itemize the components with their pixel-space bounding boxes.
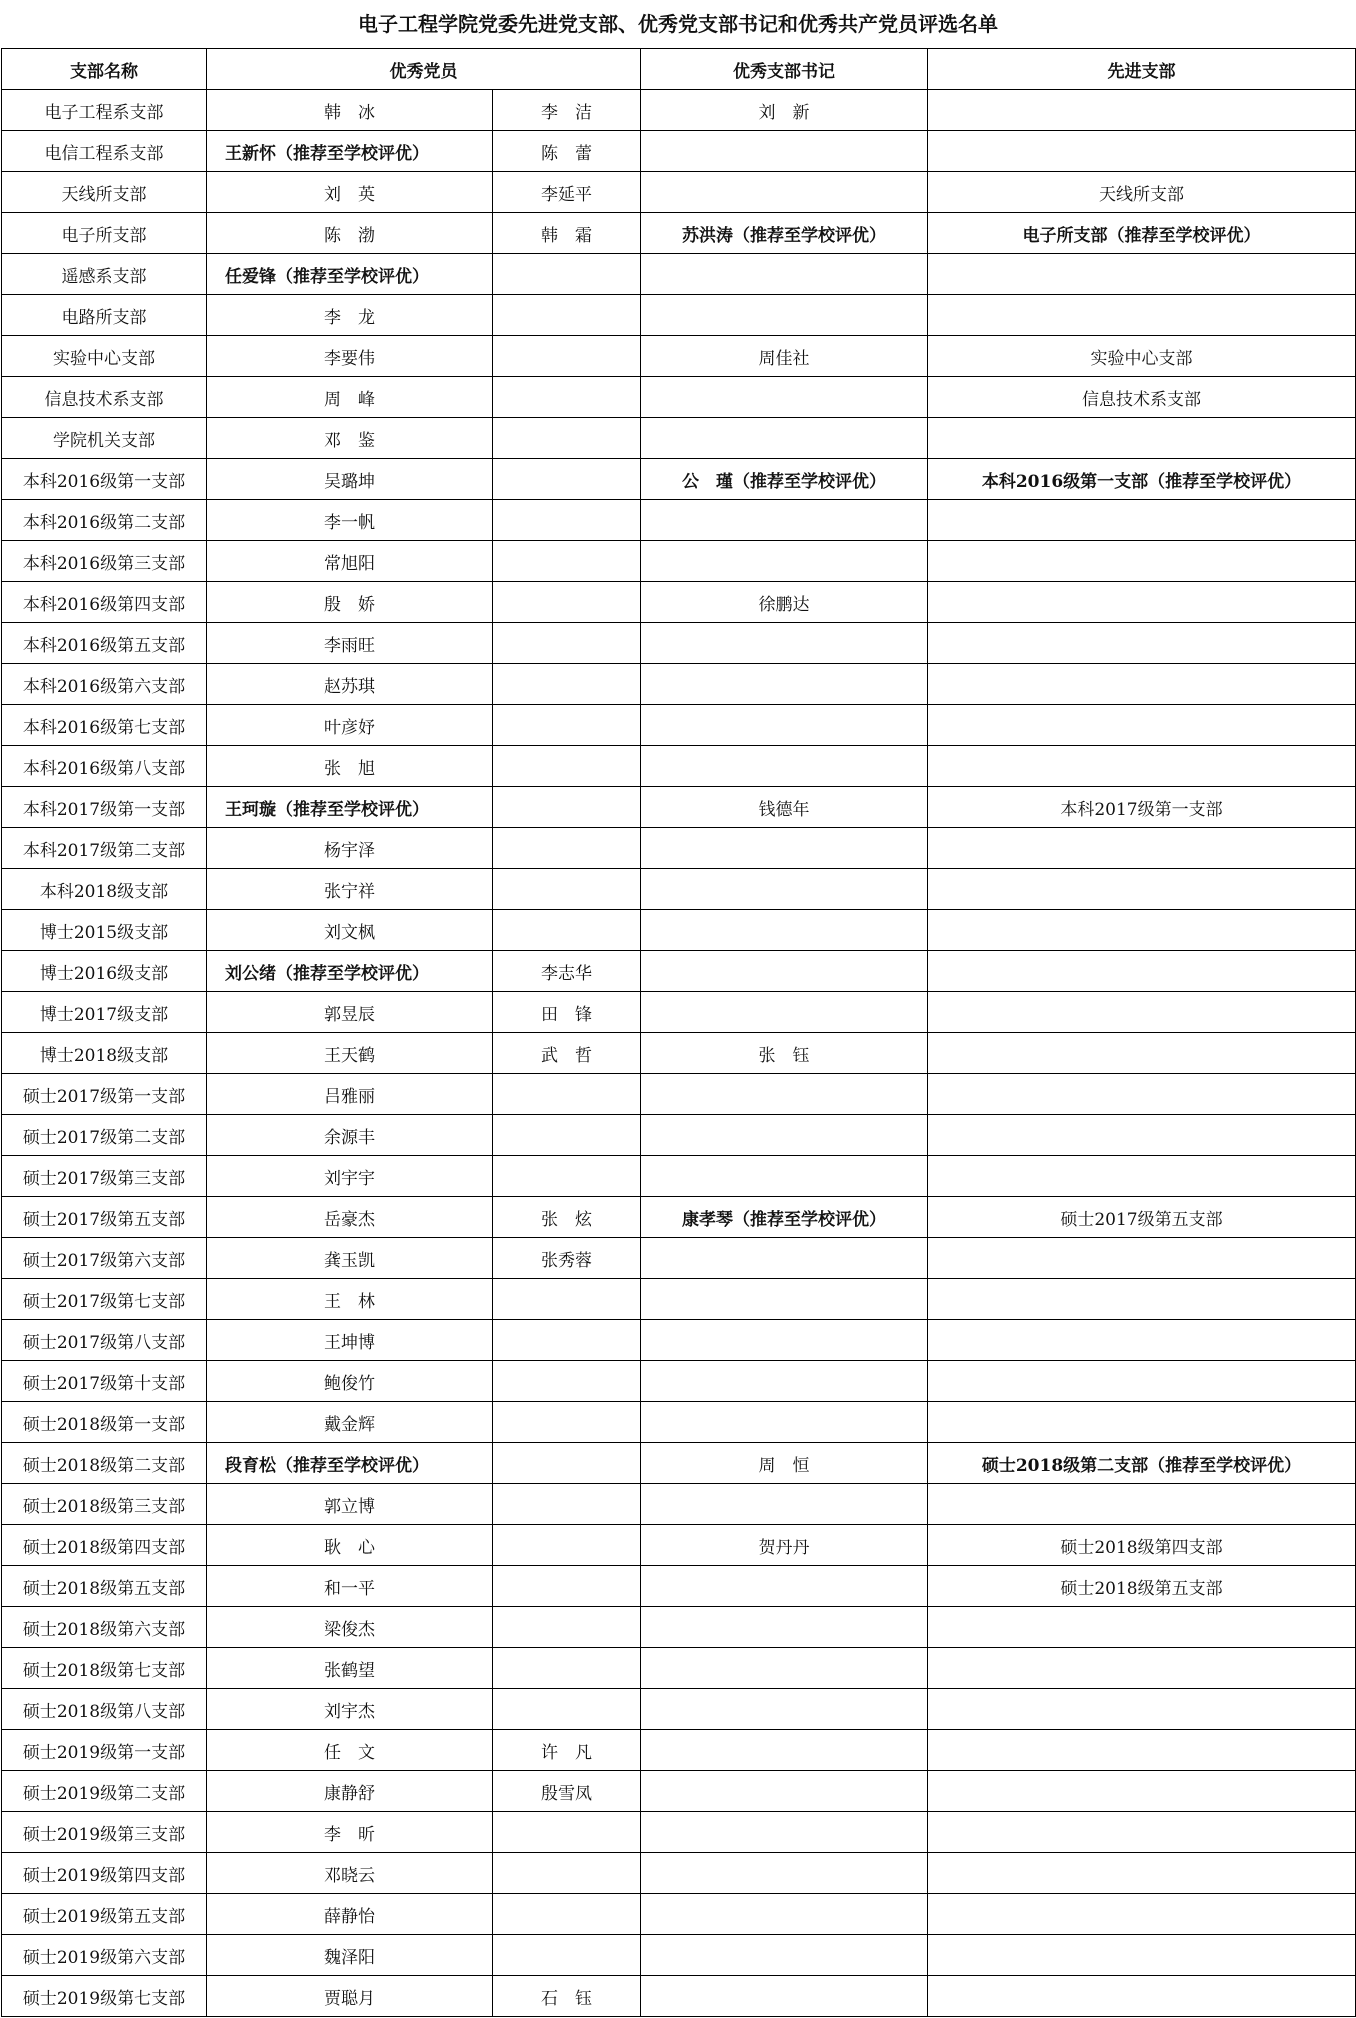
- member-secondary-cell: [493, 336, 641, 377]
- advanced-branch-cell: 电子所支部（推荐至学校评优）: [928, 213, 1356, 254]
- member-secondary-cell: [493, 1484, 641, 1525]
- selection-table: [1, 48, 1356, 2017]
- member-primary-cell: 郭昱辰: [207, 992, 493, 1033]
- secretary-cell: 贺丹丹: [641, 1525, 928, 1566]
- member-primary-cell: 王珂璇（推荐至学校评优）: [207, 787, 493, 828]
- secretary-cell: [641, 1320, 928, 1361]
- branch-name-cell: 硕士2017级第八支部: [2, 1320, 207, 1361]
- branch-name-cell: 电子工程系支部: [2, 90, 207, 131]
- advanced-branch-cell: [928, 705, 1356, 746]
- member-secondary-cell: [493, 254, 641, 295]
- secretary-cell: [641, 1607, 928, 1648]
- branch-name-cell: 硕士2019级第三支部: [2, 1812, 207, 1853]
- advanced-branch-cell: [928, 1156, 1356, 1197]
- table-row: [2, 500, 1356, 541]
- member-primary-cell: 李 昕: [207, 1812, 493, 1853]
- member-secondary-cell: [493, 459, 641, 500]
- member-primary-cell: 杨宇泽: [207, 828, 493, 869]
- secretary-cell: [641, 1279, 928, 1320]
- table-row: [2, 459, 1356, 500]
- secretary-cell: [641, 1853, 928, 1894]
- advanced-branch-cell: [928, 295, 1356, 336]
- member-secondary-cell: [493, 746, 641, 787]
- table-row: [2, 910, 1356, 951]
- member-primary-cell: 李一帆: [207, 500, 493, 541]
- header-row: [2, 49, 1356, 90]
- member-primary-cell: 吕雅丽: [207, 1074, 493, 1115]
- member-secondary-cell: [493, 1607, 641, 1648]
- advanced-branch-cell: 硕士2018级第四支部: [928, 1525, 1356, 1566]
- advanced-branch-cell: [928, 500, 1356, 541]
- advanced-branch-cell: 硕士2017级第五支部: [928, 1197, 1356, 1238]
- advanced-branch-cell: [928, 1033, 1356, 1074]
- header-secretary: 优秀支部书记: [641, 49, 928, 90]
- member-primary-cell: 周 峰: [207, 377, 493, 418]
- advanced-branch-cell: [928, 582, 1356, 623]
- table-row: [2, 418, 1356, 459]
- secretary-cell: 苏洪涛（推荐至学校评优）: [641, 213, 928, 254]
- secretary-cell: 张 钰: [641, 1033, 928, 1074]
- table-row: [2, 131, 1356, 172]
- member-primary-cell: 岳豪杰: [207, 1197, 493, 1238]
- member-secondary-cell: 李志华: [493, 951, 641, 992]
- advanced-branch-cell: [928, 1853, 1356, 1894]
- member-secondary-cell: [493, 1525, 641, 1566]
- branch-name-cell: 硕士2018级第六支部: [2, 1607, 207, 1648]
- member-secondary-cell: [493, 377, 641, 418]
- branch-name-cell: 博士2018级支部: [2, 1033, 207, 1074]
- member-primary-cell: 耿 心: [207, 1525, 493, 1566]
- table-row: [2, 1033, 1356, 1074]
- member-secondary-cell: 张秀蓉: [493, 1238, 641, 1279]
- advanced-branch-cell: [928, 869, 1356, 910]
- table-row: [2, 746, 1356, 787]
- secretary-cell: [641, 418, 928, 459]
- table-row: [2, 1074, 1356, 1115]
- advanced-branch-cell: [928, 1648, 1356, 1689]
- member-secondary-cell: [493, 500, 641, 541]
- header-advanced: 先进支部: [928, 49, 1356, 90]
- member-primary-cell: 刘宇杰: [207, 1689, 493, 1730]
- branch-name-cell: 硕士2018级第四支部: [2, 1525, 207, 1566]
- advanced-branch-cell: [928, 1689, 1356, 1730]
- secretary-cell: [641, 1689, 928, 1730]
- secretary-cell: [641, 664, 928, 705]
- member-primary-cell: 刘文枫: [207, 910, 493, 951]
- member-secondary-cell: [493, 1156, 641, 1197]
- member-secondary-cell: [493, 418, 641, 459]
- branch-name-cell: 信息技术系支部: [2, 377, 207, 418]
- member-secondary-cell: 田 锋: [493, 992, 641, 1033]
- advanced-branch-cell: [928, 910, 1356, 951]
- member-primary-cell: 吴璐坤: [207, 459, 493, 500]
- secretary-cell: 钱德年: [641, 787, 928, 828]
- member-primary-cell: 刘公绪（推荐至学校评优）: [207, 951, 493, 992]
- member-secondary-cell: [493, 1689, 641, 1730]
- member-secondary-cell: [493, 1279, 641, 1320]
- table-row: [2, 377, 1356, 418]
- advanced-branch-cell: [928, 1484, 1356, 1525]
- branch-name-cell: 本科2016级第四支部: [2, 582, 207, 623]
- table-row: [2, 1320, 1356, 1361]
- table-row: [2, 1648, 1356, 1689]
- branch-name-cell: 本科2017级第二支部: [2, 828, 207, 869]
- branch-name-cell: 硕士2018级第二支部: [2, 1443, 207, 1484]
- member-primary-cell: 陈 渤: [207, 213, 493, 254]
- advanced-branch-cell: [928, 1074, 1356, 1115]
- member-secondary-cell: [493, 910, 641, 951]
- table-row: [2, 1976, 1356, 2017]
- advanced-branch-cell: 天线所支部: [928, 172, 1356, 213]
- table-row: [2, 951, 1356, 992]
- table-row: [2, 992, 1356, 1033]
- advanced-branch-cell: [928, 992, 1356, 1033]
- secretary-cell: [641, 1361, 928, 1402]
- member-secondary-cell: 张 炫: [493, 1197, 641, 1238]
- table-row: [2, 1689, 1356, 1730]
- member-secondary-cell: [493, 623, 641, 664]
- branch-name-cell: 本科2017级第一支部: [2, 787, 207, 828]
- member-primary-cell: 王坤博: [207, 1320, 493, 1361]
- table-row: [2, 213, 1356, 254]
- member-primary-cell: 李要伟: [207, 336, 493, 377]
- member-secondary-cell: [493, 1320, 641, 1361]
- table-row: [2, 254, 1356, 295]
- member-primary-cell: 王 林: [207, 1279, 493, 1320]
- member-secondary-cell: [493, 1074, 641, 1115]
- table-row: [2, 1197, 1356, 1238]
- secretary-cell: [641, 1894, 928, 1935]
- member-secondary-cell: [493, 1443, 641, 1484]
- secretary-cell: [641, 1730, 928, 1771]
- secretary-cell: [641, 172, 928, 213]
- branch-name-cell: 本科2016级第七支部: [2, 705, 207, 746]
- member-primary-cell: 王新怀（推荐至学校评优）: [207, 131, 493, 172]
- branch-name-cell: 硕士2019级第七支部: [2, 1976, 207, 2017]
- branch-name-cell: 硕士2019级第五支部: [2, 1894, 207, 1935]
- member-primary-cell: 殷 娇: [207, 582, 493, 623]
- secretary-cell: [641, 1771, 928, 1812]
- member-secondary-cell: 李 洁: [493, 90, 641, 131]
- advanced-branch-cell: [928, 1115, 1356, 1156]
- secretary-cell: [641, 1976, 928, 2017]
- advanced-branch-cell: [928, 1607, 1356, 1648]
- member-primary-cell: 梁俊杰: [207, 1607, 493, 1648]
- advanced-branch-cell: 硕士2018级第五支部: [928, 1566, 1356, 1607]
- secretary-cell: 康孝琴（推荐至学校评优）: [641, 1197, 928, 1238]
- branch-name-cell: 硕士2018级第八支部: [2, 1689, 207, 1730]
- member-secondary-cell: [493, 295, 641, 336]
- document-title: 电子工程学院党委先进党支部、优秀党支部书记和优秀共产党员评选名单: [358, 12, 998, 36]
- member-primary-cell: 段育松（推荐至学校评优）: [207, 1443, 493, 1484]
- member-primary-cell: 常旭阳: [207, 541, 493, 582]
- member-primary-cell: 郭立博: [207, 1484, 493, 1525]
- advanced-branch-cell: [928, 1238, 1356, 1279]
- advanced-branch-cell: [928, 90, 1356, 131]
- member-primary-cell: 刘 英: [207, 172, 493, 213]
- member-primary-cell: 邓 鉴: [207, 418, 493, 459]
- table-row: [2, 1935, 1356, 1976]
- member-primary-cell: 薛静怡: [207, 1894, 493, 1935]
- advanced-branch-cell: [928, 951, 1356, 992]
- table-row: [2, 582, 1356, 623]
- branch-name-cell: 本科2016级第一支部: [2, 459, 207, 500]
- branch-name-cell: 硕士2018级第三支部: [2, 1484, 207, 1525]
- table-row: [2, 541, 1356, 582]
- table-row: [2, 705, 1356, 746]
- member-primary-cell: 鲍俊竹: [207, 1361, 493, 1402]
- branch-name-cell: 本科2016级第六支部: [2, 664, 207, 705]
- member-primary-cell: 赵苏琪: [207, 664, 493, 705]
- advanced-branch-cell: [928, 131, 1356, 172]
- branch-name-cell: 本科2018级支部: [2, 869, 207, 910]
- secretary-cell: 刘 新: [641, 90, 928, 131]
- secretary-cell: [641, 295, 928, 336]
- advanced-branch-cell: [928, 1730, 1356, 1771]
- branch-name-cell: 本科2016级第三支部: [2, 541, 207, 582]
- secretary-cell: [641, 254, 928, 295]
- secretary-cell: [641, 828, 928, 869]
- secretary-cell: [641, 623, 928, 664]
- secretary-cell: [641, 1074, 928, 1115]
- member-primary-cell: 张鹤望: [207, 1648, 493, 1689]
- secretary-cell: 周 恒: [641, 1443, 928, 1484]
- secretary-cell: [641, 1484, 928, 1525]
- branch-name-cell: 硕士2017级第一支部: [2, 1074, 207, 1115]
- secretary-cell: [641, 1238, 928, 1279]
- branch-name-cell: 硕士2019级第四支部: [2, 1853, 207, 1894]
- advanced-branch-cell: [928, 664, 1356, 705]
- table-row: [2, 664, 1356, 705]
- secretary-cell: [641, 1115, 928, 1156]
- branch-name-cell: 本科2016级第八支部: [2, 746, 207, 787]
- table-row: [2, 787, 1356, 828]
- table-row: [2, 1238, 1356, 1279]
- member-secondary-cell: 武 哲: [493, 1033, 641, 1074]
- branch-name-cell: 硕士2019级第二支部: [2, 1771, 207, 1812]
- member-primary-cell: 邓晓云: [207, 1853, 493, 1894]
- branch-name-cell: 硕士2017级第三支部: [2, 1156, 207, 1197]
- table-row: [2, 336, 1356, 377]
- branch-name-cell: 硕士2018级第七支部: [2, 1648, 207, 1689]
- member-secondary-cell: [493, 787, 641, 828]
- secretary-cell: [641, 1648, 928, 1689]
- advanced-branch-cell: [928, 623, 1356, 664]
- member-secondary-cell: [493, 1935, 641, 1976]
- advanced-branch-cell: [928, 828, 1356, 869]
- advanced-branch-cell: [928, 1812, 1356, 1853]
- advanced-branch-cell: [928, 1279, 1356, 1320]
- secretary-cell: [641, 1402, 928, 1443]
- advanced-branch-cell: [928, 1894, 1356, 1935]
- branch-name-cell: 本科2016级第五支部: [2, 623, 207, 664]
- table-row: [2, 1853, 1356, 1894]
- table-row: [2, 1156, 1356, 1197]
- branch-name-cell: 学院机关支部: [2, 418, 207, 459]
- branch-name-cell: 博士2015级支部: [2, 910, 207, 951]
- member-secondary-cell: [493, 1648, 641, 1689]
- branch-name-cell: 电路所支部: [2, 295, 207, 336]
- table-row: [2, 1443, 1356, 1484]
- table-row: [2, 1484, 1356, 1525]
- member-secondary-cell: [493, 1361, 641, 1402]
- member-primary-cell: 贾聪月: [207, 1976, 493, 2017]
- table-row: [2, 90, 1356, 131]
- secretary-cell: 公 瑾（推荐至学校评优）: [641, 459, 928, 500]
- branch-name-cell: 博士2016级支部: [2, 951, 207, 992]
- table-row: [2, 1361, 1356, 1402]
- member-secondary-cell: [493, 1566, 641, 1607]
- secretary-cell: [641, 705, 928, 746]
- branch-name-cell: 硕士2017级第七支部: [2, 1279, 207, 1320]
- table-row: [2, 1402, 1356, 1443]
- secretary-cell: [641, 1566, 928, 1607]
- secretary-cell: [641, 1156, 928, 1197]
- member-secondary-cell: 李延平: [493, 172, 641, 213]
- member-primary-cell: 任爱锋（推荐至学校评优）: [207, 254, 493, 295]
- table-row: [2, 1730, 1356, 1771]
- branch-name-cell: 电子所支部: [2, 213, 207, 254]
- member-primary-cell: 魏泽阳: [207, 1935, 493, 1976]
- member-primary-cell: 康静舒: [207, 1771, 493, 1812]
- secretary-cell: [641, 1935, 928, 1976]
- member-primary-cell: 张 旭: [207, 746, 493, 787]
- member-primary-cell: 任 文: [207, 1730, 493, 1771]
- advanced-branch-cell: [928, 254, 1356, 295]
- secretary-cell: [641, 541, 928, 582]
- table-row: [2, 172, 1356, 213]
- secretary-cell: [641, 869, 928, 910]
- advanced-branch-cell: 本科2016级第一支部（推荐至学校评优）: [928, 459, 1356, 500]
- member-secondary-cell: 许 凡: [493, 1730, 641, 1771]
- secretary-cell: [641, 500, 928, 541]
- member-primary-cell: 王天鹤: [207, 1033, 493, 1074]
- member-primary-cell: 张宁祥: [207, 869, 493, 910]
- secretary-cell: 徐鹏达: [641, 582, 928, 623]
- member-secondary-cell: 石 钰: [493, 1976, 641, 2017]
- member-primary-cell: 龚玉凯: [207, 1238, 493, 1279]
- advanced-branch-cell: [928, 1976, 1356, 2017]
- member-secondary-cell: [493, 664, 641, 705]
- member-primary-cell: 李雨旺: [207, 623, 493, 664]
- table-row: [2, 1115, 1356, 1156]
- advanced-branch-cell: [928, 1361, 1356, 1402]
- branch-name-cell: 博士2017级支部: [2, 992, 207, 1033]
- member-secondary-cell: [493, 1853, 641, 1894]
- table-row: [2, 1812, 1356, 1853]
- branch-name-cell: 遥感系支部: [2, 254, 207, 295]
- advanced-branch-cell: [928, 1771, 1356, 1812]
- secretary-cell: [641, 951, 928, 992]
- branch-name-cell: 硕士2017级第六支部: [2, 1238, 207, 1279]
- table-row: [2, 1566, 1356, 1607]
- branch-name-cell: 硕士2017级第十支部: [2, 1361, 207, 1402]
- advanced-branch-cell: [928, 418, 1356, 459]
- header-branch: 支部名称: [2, 49, 207, 90]
- secretary-cell: 周佳社: [641, 336, 928, 377]
- secretary-cell: [641, 746, 928, 787]
- member-secondary-cell: [493, 1402, 641, 1443]
- branch-name-cell: 硕士2019级第一支部: [2, 1730, 207, 1771]
- member-secondary-cell: [493, 828, 641, 869]
- table-row: [2, 623, 1356, 664]
- member-primary-cell: 韩 冰: [207, 90, 493, 131]
- member-primary-cell: 余源丰: [207, 1115, 493, 1156]
- member-secondary-cell: [493, 1115, 641, 1156]
- member-primary-cell: 和一平: [207, 1566, 493, 1607]
- table-row: [2, 828, 1356, 869]
- member-primary-cell: 刘宇宇: [207, 1156, 493, 1197]
- branch-name-cell: 实验中心支部: [2, 336, 207, 377]
- member-secondary-cell: 陈 蕾: [493, 131, 641, 172]
- advanced-branch-cell: [928, 1935, 1356, 1976]
- member-secondary-cell: 韩 霜: [493, 213, 641, 254]
- member-secondary-cell: 殷雪凤: [493, 1771, 641, 1812]
- advanced-branch-cell: [928, 541, 1356, 582]
- advanced-branch-cell: 硕士2018级第二支部（推荐至学校评优）: [928, 1443, 1356, 1484]
- secretary-cell: [641, 1812, 928, 1853]
- branch-name-cell: 天线所支部: [2, 172, 207, 213]
- branch-name-cell: 电信工程系支部: [2, 131, 207, 172]
- table-row: [2, 1525, 1356, 1566]
- secretary-cell: [641, 377, 928, 418]
- table-row: [2, 1279, 1356, 1320]
- table-row: [2, 295, 1356, 336]
- member-secondary-cell: [493, 582, 641, 623]
- member-primary-cell: 戴金辉: [207, 1402, 493, 1443]
- header-members: 优秀党员: [207, 49, 641, 90]
- secretary-cell: [641, 131, 928, 172]
- table-row: [2, 1771, 1356, 1812]
- branch-name-cell: 硕士2018级第一支部: [2, 1402, 207, 1443]
- member-secondary-cell: [493, 541, 641, 582]
- advanced-branch-cell: [928, 746, 1356, 787]
- advanced-branch-cell: [928, 1402, 1356, 1443]
- branch-name-cell: 本科2016级第二支部: [2, 500, 207, 541]
- member-secondary-cell: [493, 1894, 641, 1935]
- table-row: [2, 1894, 1356, 1935]
- member-secondary-cell: [493, 869, 641, 910]
- branch-name-cell: 硕士2019级第六支部: [2, 1935, 207, 1976]
- secretary-cell: [641, 992, 928, 1033]
- advanced-branch-cell: 本科2017级第一支部: [928, 787, 1356, 828]
- table-row: [2, 1607, 1356, 1648]
- advanced-branch-cell: 实验中心支部: [928, 336, 1356, 377]
- branch-name-cell: 硕士2017级第二支部: [2, 1115, 207, 1156]
- member-secondary-cell: [493, 1812, 641, 1853]
- advanced-branch-cell: 信息技术系支部: [928, 377, 1356, 418]
- member-primary-cell: 李 龙: [207, 295, 493, 336]
- table-row: [2, 869, 1356, 910]
- branch-name-cell: 硕士2018级第五支部: [2, 1566, 207, 1607]
- secretary-cell: [641, 910, 928, 951]
- advanced-branch-cell: [928, 1320, 1356, 1361]
- member-primary-cell: 叶彦妤: [207, 705, 493, 746]
- branch-name-cell: 硕士2017级第五支部: [2, 1197, 207, 1238]
- member-secondary-cell: [493, 705, 641, 746]
